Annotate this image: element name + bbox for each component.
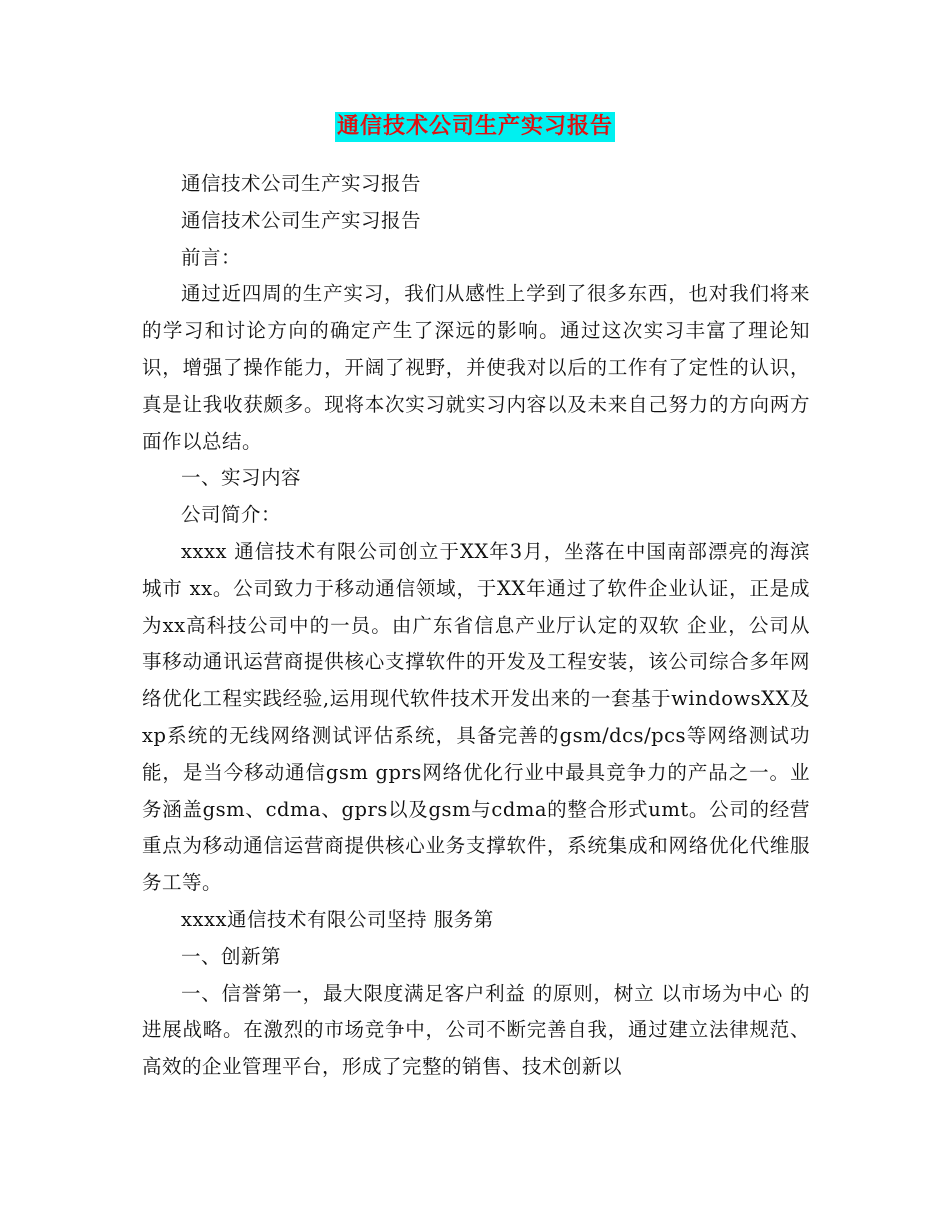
paragraph: 公司简介： [181, 503, 282, 527]
title-container [0, 112, 950, 142]
paragraph: 通信技术公司生产实习报告 [181, 172, 422, 195]
paragraph: 一、信誉第一，最大限度满足客户利益 的原则，树立 以市场为中心 的进展战略。在激烈的市场竞争中，公司不断完善自我，通过建立法律规范、高效的企业管理平台，形成了完整的销售、技术创新以 [142, 981, 810, 1079]
paragraph: 前言： [181, 245, 242, 269]
paragraph: xxxx 通信技术有限公司创立于XX年3月，坐落在中国南部漂亮的海滨城市 xx。公司致力于移动通信领域，于XX年通过了软件企业认证，正是成为xx高科技公司中的一员。由广东省信息产业厅认定的双软 企业，公司从事移动通讯运营商提供核心支撑软件的开发及工程安装，该公司综合多年网络优化工程实践经验,运用现代软件技术开发出来的一套基于windowsXX及xp系统的无线网络测试评估系统，具备完善的gsm/dcs/pcs等网络测试功能，是当今移动通信gsm gprs网络优化行业中最具竞争力的产品之一。业务涵盖gsm、cdma、gprs以及gsm与cdma的整合形式umt。公司的经营重点为移动通信运营商提供核心业务支撑软件，系统集成和网络优化代维服务工等。 [142, 539, 810, 895]
document-title: 通信技术公司生产实习报告 [335, 112, 615, 142]
document-body [142, 166, 810, 1086]
paragraph: xxxx通信技术有限公司坚持 服务第 [181, 907, 494, 931]
paragraph: 通信技术公司生产实习报告 [181, 208, 422, 232]
paragraph: 通过近四周的生产实习，我们从感性上学到了很多东西，也对我们将来的学习和讨论方向的确定产生了深远的影响。通过这次实习丰富了理论知识，增强了操作能力，开阔了视野，并使我对以后的工作有了定性的认识，真是让我收获颇多。现将本次实习就实习内容以及未来自己努力的方向两方面作以总结。 [142, 282, 810, 453]
section-heading: 一、实习内容 [181, 466, 302, 490]
paragraph: 一、创新第 [181, 944, 282, 968]
